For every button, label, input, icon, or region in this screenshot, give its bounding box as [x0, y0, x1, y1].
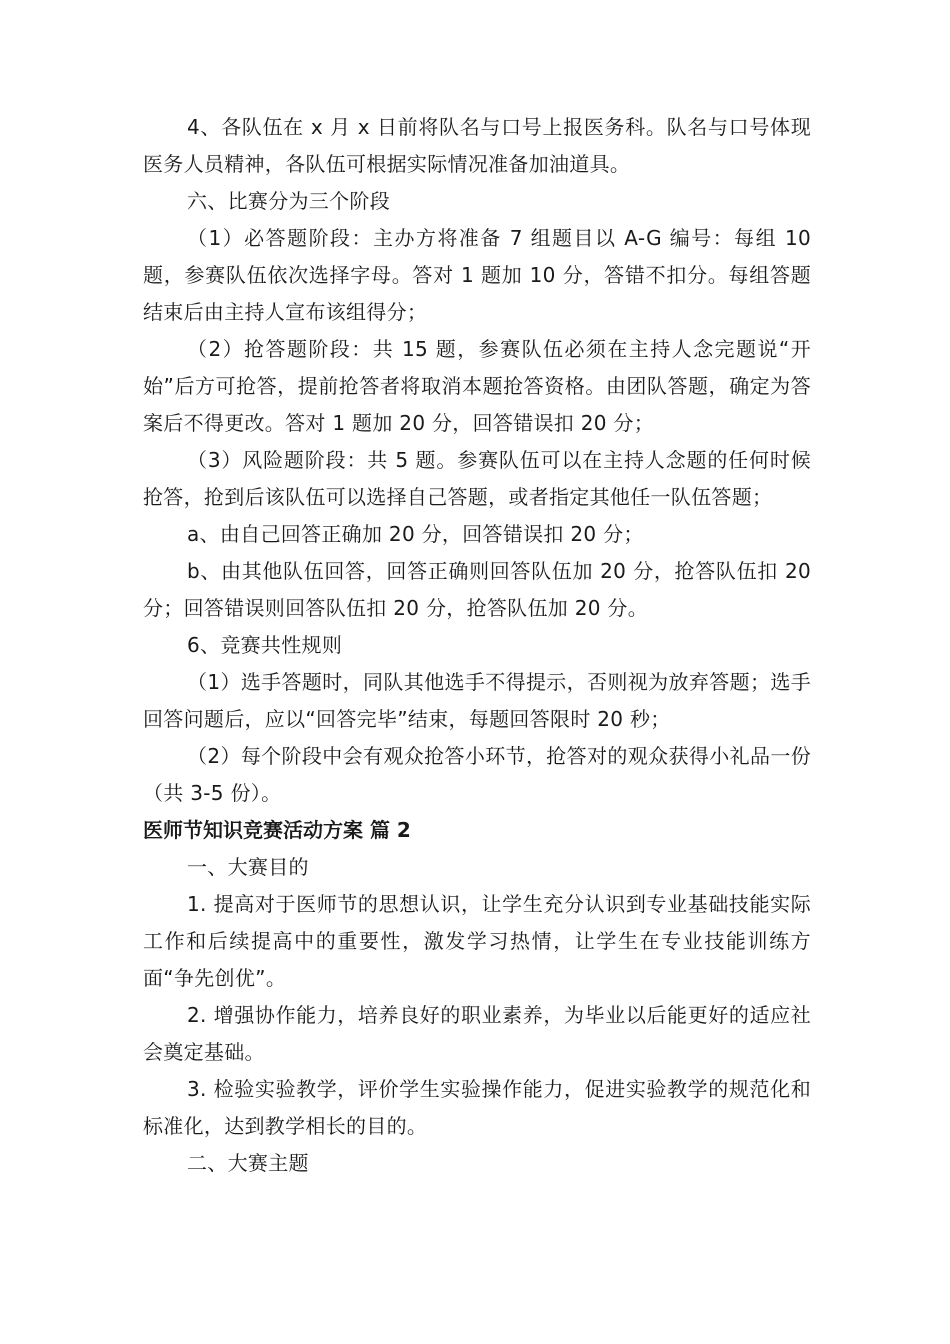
paragraph-stages-heading: 六、比赛分为三个阶段 [187, 189, 390, 213]
paragraph-purpose-3: 3. 检验实验教学，评价学生实验操作能力，促进实验教学的规范化和标准化，达到教学相长的目的。 [143, 1077, 811, 1138]
paragraph-purpose-2: 2. 增强协作能力，培养良好的职业素养，为毕业以后能更好的适应社会奠定基础。 [143, 1003, 811, 1064]
paragraph-common-rules-heading: 6、竞赛共性规则 [187, 633, 343, 657]
paragraph-rule-b: b、由其他队伍回答，回答正确则回答队伍加 20 分，抢答队伍扣 20 分；回答错误则回答队伍扣 20 分，抢答队伍加 20 分。 [143, 559, 811, 620]
paragraph-risk-stage: （3）风险题阶段：共 5 题。参赛队伍可以在主持人念题的任何时候抢答，抢到后该队伍可以选择自己答题，或者指定其他任一队伍答题； [143, 448, 811, 509]
paragraph-buzzer-stage: （2）抢答题阶段：共 15 题，参赛队伍必须在主持人念完题说“开始”后方可抢答，提前抢答者将取消本题抢答资格。由团队答题，确定为答案后不得更改。答对 1 题加 20 分，回答错误扣 20 分； [143, 337, 811, 435]
paragraph-purpose-1: 1. 提高对于医师节的思想认识，让学生充分认识到专业基础技能实际工作和后续提高中的重要性，激发学习热情，让学生在专业技能训练方面“争先创优”。 [143, 892, 811, 990]
paragraph-common-rule-2: （2）每个阶段中会有观众抢答小环节，抢答对的观众获得小礼品一份（共 3-5 份）。 [143, 744, 811, 805]
section-title: 医师节知识竞赛活动方案 篇 2 [143, 818, 411, 842]
paragraph-rule-a: a、由自己回答正确加 20 分，回答错误扣 20 分； [187, 522, 644, 546]
paragraph-required-stage: （1）必答题阶段：主办方将准备 7 组题目以 A-G 编号：每组 10 题，参赛队伍依次选择字母。答对 1 题加 10 分，答错不扣分。每组答题结束后由主持人宣布该组得分； [143, 226, 811, 324]
paragraph-common-rule-1: （1）选手答题时，同队其他选手不得提示，否则视为放弃答题；选手回答问题后，应以“回答完毕”结束，每题回答限时 20 秒； [143, 670, 811, 731]
paragraph-purpose-heading: 一、大赛目的 [187, 855, 309, 879]
paragraph-team-registration: 4、各队伍在 x 月 x 日前将队名与口号上报医务科。队名与口号体现医务人员精神，各队伍可根据实际情况准备加油道具。 [143, 115, 811, 176]
paragraph-theme-heading: 二、大赛主题 [187, 1151, 309, 1175]
document-body [143, 109, 811, 1182]
